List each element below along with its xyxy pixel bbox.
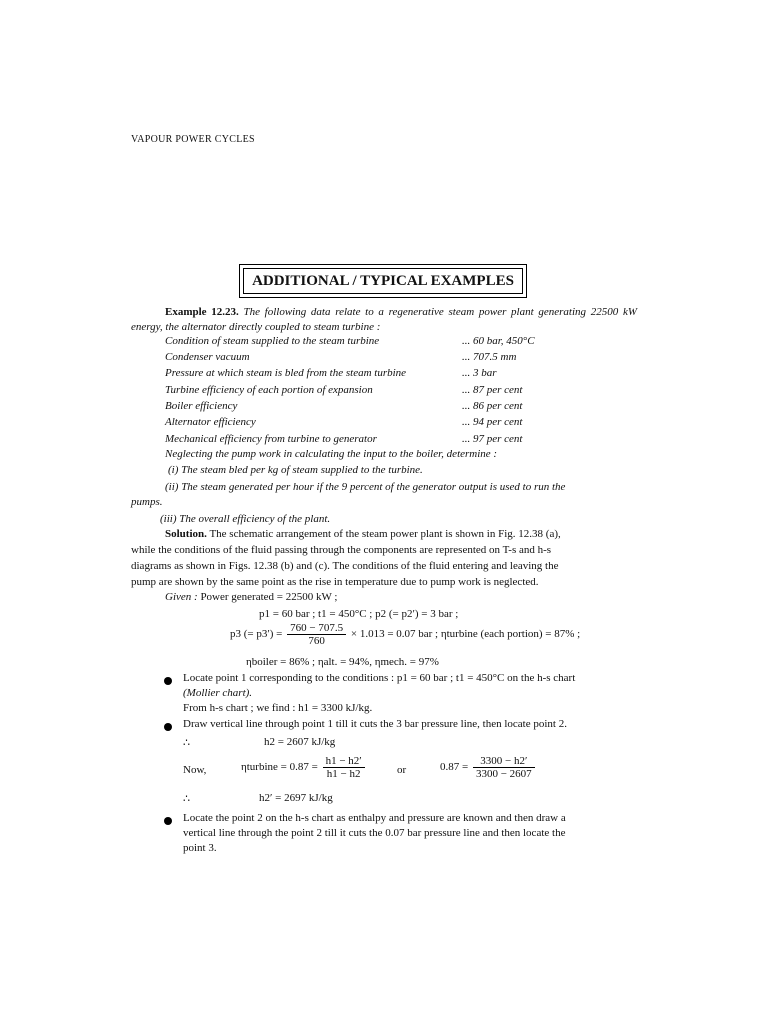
given-row: Mechanical efficiency from turbine to generator ... 97 per cent	[165, 433, 523, 445]
question-2: (ii) The steam generated per hour if the 9 percent of the generator output is used to run the	[165, 481, 566, 493]
example-label: Example 12.23.	[165, 306, 239, 318]
section-heading: ADDITIONAL / TYPICAL EXAMPLES	[243, 268, 523, 294]
bullet-1-line-2: (Mollier chart).	[183, 687, 253, 699]
h2-value: h2 = 2607 kJ/kg	[264, 736, 336, 748]
running-head: VAPOUR POWER CYCLES	[131, 134, 255, 145]
efficiency-line: ηboiler = 86% ; ηalt. = 94%, ηmech. = 97%	[246, 656, 439, 668]
given-row: Condenser vacuum ... 707.5 mm	[165, 351, 517, 363]
bullet-3-line-2: vertical line through the point 2 till it cuts the 0.07 bar pressure line and then locate the	[183, 827, 566, 839]
bullet-1-line-1: Locate point 1 corresponding to the conditions : p1 = 60 bar ; t1 = 450°C on the h-s chart	[183, 672, 576, 684]
therefore-symbol: ∴	[183, 793, 190, 805]
given-row: Pressure at which steam is bled from the steam turbine ... 3 bar	[165, 367, 497, 379]
now-label: Now,	[183, 764, 207, 776]
bullet-icon	[164, 677, 172, 685]
question-2-cont: pumps.	[131, 496, 163, 508]
given-row: Turbine efficiency of each portion of expansion ... 87 per cent	[165, 384, 523, 396]
solution-line-1: Solution. The schematic arrangement of the steam power plant is shown in Fig. 12.38 (a),	[165, 528, 561, 540]
question-3: (iii) The overall efficiency of the plant.	[160, 513, 331, 525]
bullet-2-line-1: Draw vertical line through point 1 till it cuts the 3 bar pressure line, then locate point 2.	[183, 718, 567, 730]
solution-label: Solution.	[165, 528, 207, 540]
turbine-efficiency-equation: ηturbine = 0.87 = $\frac{h1 - h2'}{h1 - h2}$	[241, 755, 367, 780]
given-row: Boiler efficiency ... 86 per cent	[165, 400, 523, 412]
example-text-1: The following data relate to a regenerative steam power plant generating	[243, 306, 587, 318]
solution-line-2: while the conditions of the fluid passing through the components are represented on T-s and h-s	[131, 544, 552, 556]
bullet-icon	[164, 723, 172, 731]
example-text-2: 22500 kW energy, the alternator directly coupled to steam turbine :	[131, 306, 637, 333]
solution-line-3: diagrams as shown in Figs. 12.38 (b) and (c). The conditions of the fluid entering and leaving the	[131, 560, 559, 572]
bullet-icon	[164, 817, 172, 825]
pressure-line: p1 = 60 bar ; t1 = 450°C ; p2 (= p2′) = 3 bar ;	[259, 608, 459, 620]
section-heading-box	[239, 264, 527, 298]
example-intro	[131, 305, 637, 335]
numeric-fraction: $\frac{3300 - h2'}{3300 - 2607}$	[473, 755, 535, 780]
given-power-line: Given : Power generated = 22500 kW ;	[165, 591, 338, 603]
given-row: Alternator efficiency ... 94 per cent	[165, 416, 523, 428]
turbine-efficiency-fraction: $\frac{h1 - h2'}{h1 - h2}$	[323, 755, 365, 780]
neglect-text: Neglecting the pump work in calculating the input to the boiler, determine :	[165, 448, 498, 460]
therefore-symbol: ∴	[183, 737, 190, 749]
p3-fraction: $\frac{760 - 707.5}{760}$	[287, 622, 346, 647]
numeric-equation: 0.87 = $\frac{3300 - h2'}{3300 - 2607}$	[440, 755, 537, 780]
p3-equation: p3 (= p3′) = $\frac{760 - 707.5}{760}$ × 1.013 = 0.07 bar ; ηturbine (each portion) = 87% ;	[230, 622, 581, 647]
solution-line-4: pump are shown by the same point as the rise in temperature due to pump work is neglected.	[131, 576, 539, 588]
or-label: or	[397, 764, 407, 776]
given-row: Condition of steam supplied to the steam turbine ... 60 bar, 450°C	[165, 335, 535, 347]
bullet-1-line-3: From h-s chart ; we find : h1 = 3300 kJ/kg.	[183, 702, 373, 714]
h2-prime-value: h2′ = 2697 kJ/kg	[259, 792, 333, 804]
question-1: (i) The steam bled per kg of steam supplied to the turbine.	[168, 464, 423, 476]
bullet-3-line-1: Locate the point 2 on the h-s chart as enthalpy and pressure are known and then draw a	[183, 812, 566, 824]
bullet-3-line-3: point 3.	[183, 842, 217, 854]
